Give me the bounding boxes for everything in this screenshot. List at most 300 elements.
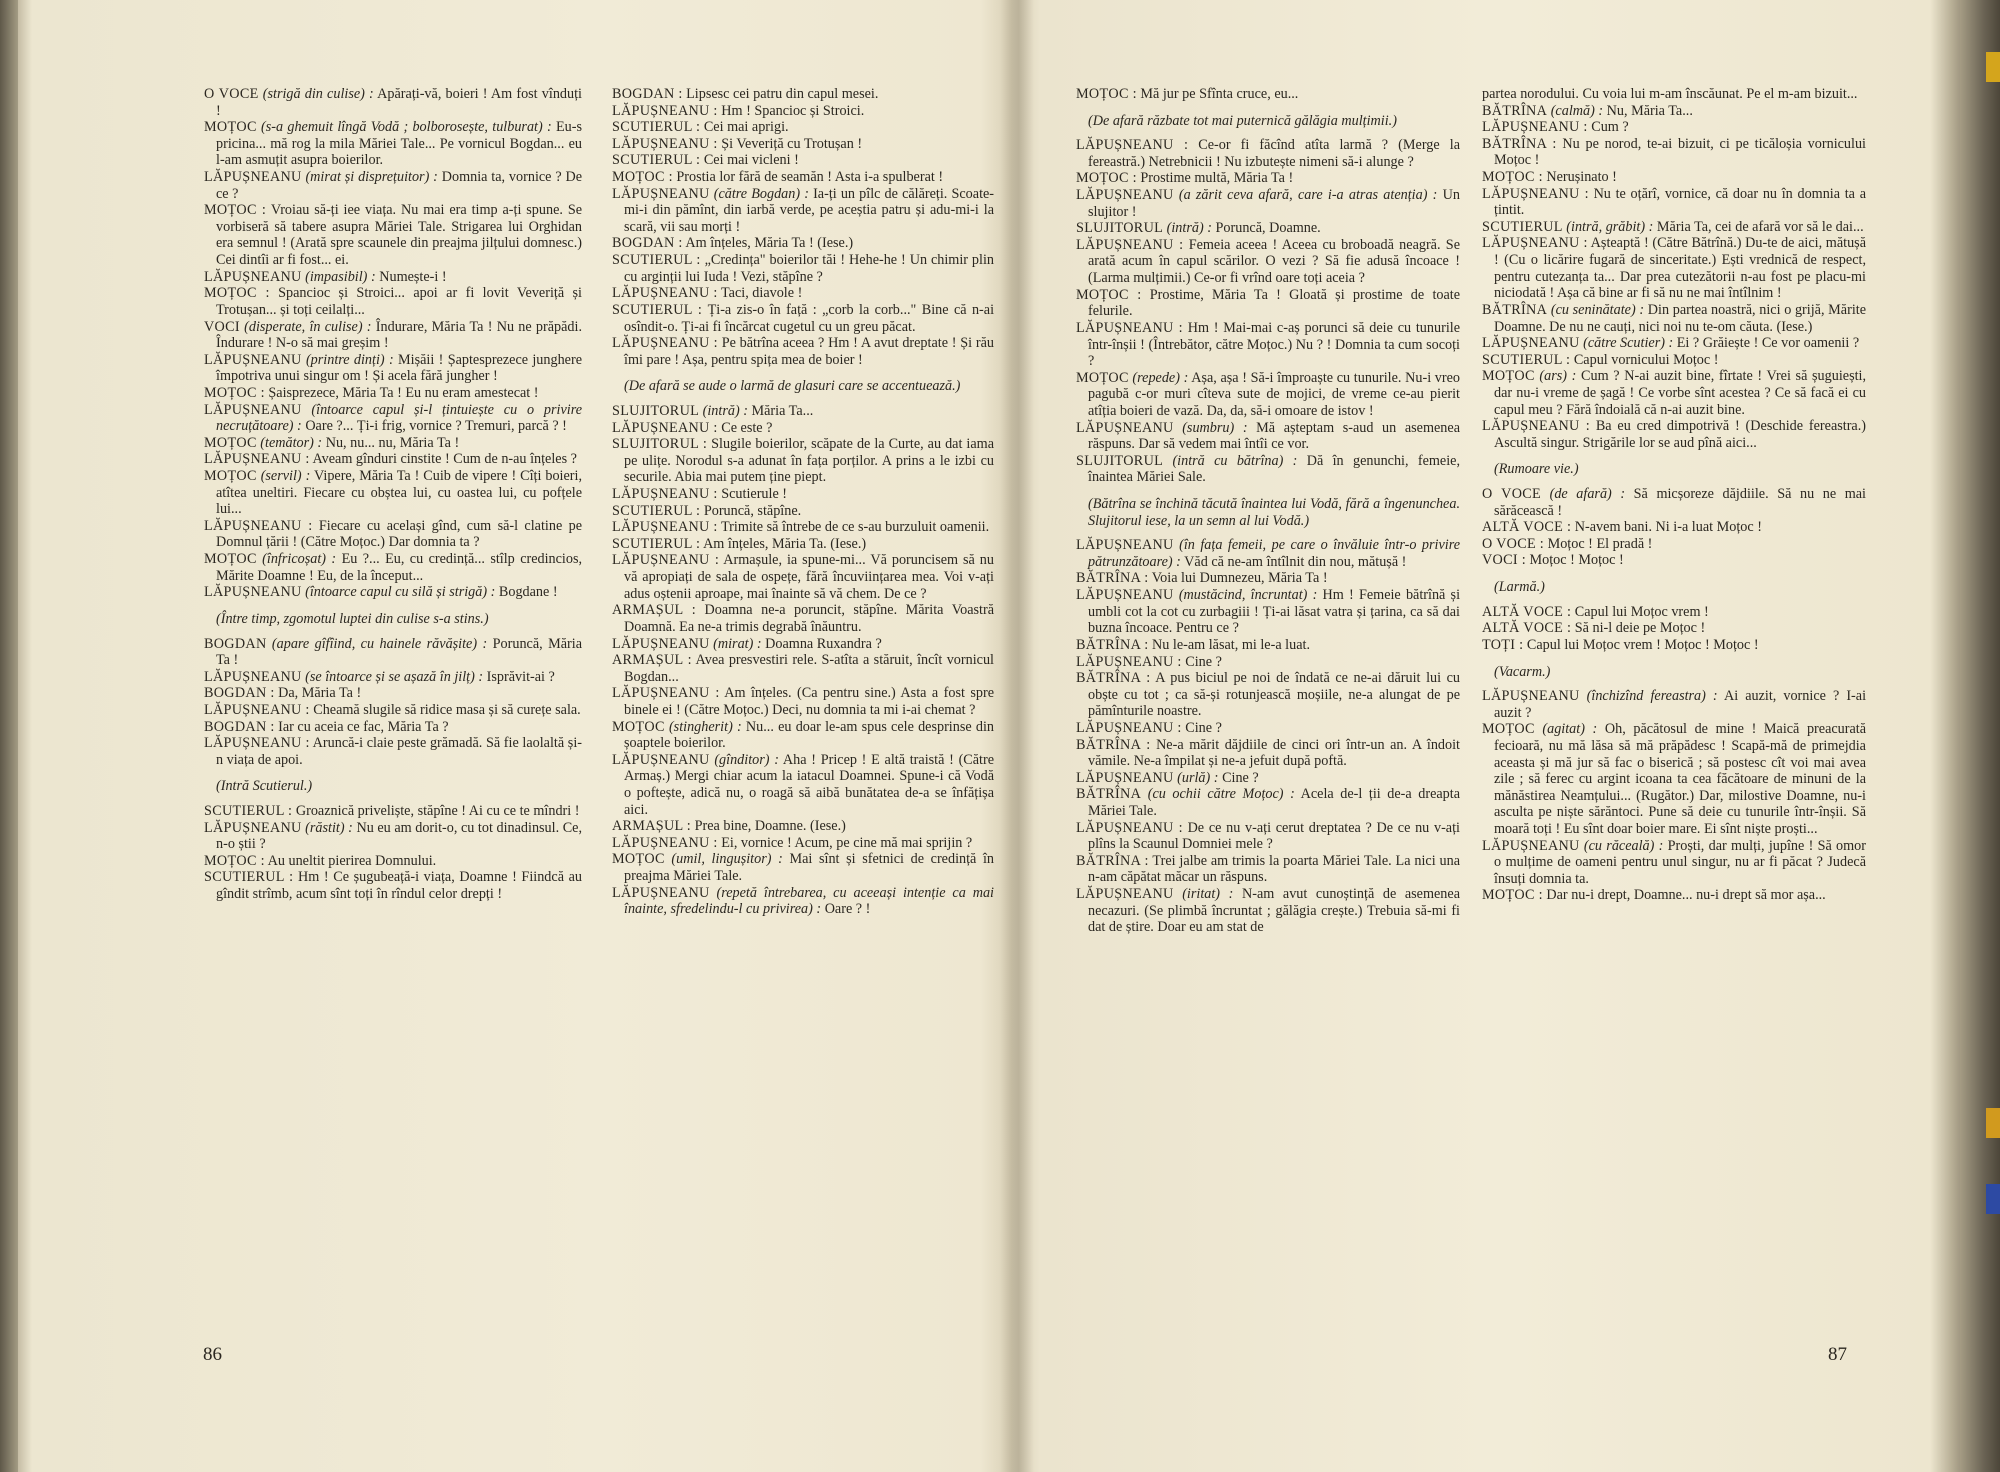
dialogue-line [612, 636, 994, 653]
dialogue-line [1482, 219, 1866, 236]
line-text: N-avem bani. Ni i-a luat Moțoc ! [1574, 519, 1762, 536]
stage-direction: (Vacarm.) [1494, 663, 1551, 680]
speaker-name: SLUJITORUL [612, 402, 700, 419]
speaker-name: LĂPUȘNEANU : [204, 517, 313, 534]
speaker-name: SCUTIERUL : [204, 869, 294, 886]
stage-note: (servil) : [260, 468, 311, 485]
dialogue-line [612, 752, 994, 818]
dialogue-line [204, 451, 582, 468]
dialogue-line [1076, 853, 1460, 886]
line-text: Nu, nu... nu, Măria Ta ! [325, 434, 460, 451]
stage-note: (urlă) : [1177, 769, 1219, 786]
speaker-name: LĂPUȘNEANU [204, 668, 302, 685]
dialogue-line [204, 803, 582, 820]
stage-note: (către Scutier) : [1583, 335, 1674, 352]
dialogue-line [612, 235, 994, 252]
line-text: Ei ? Grăiește ! Ce vor oamenii ? [1676, 335, 1860, 352]
line-text: Mă așteptam s-aud un asemenea răspuns. Dar să vedem mai întîi ce vor. [1088, 419, 1460, 453]
line-text: Ce este ? [721, 419, 773, 436]
dialogue-line [1076, 886, 1460, 936]
line-text: Moțoc ! Moțoc ! [1529, 552, 1624, 569]
line-text: Oare ?... Ți-i frig, vornice ? Tremuri, parcă ? ! [305, 418, 567, 435]
dialogue-line [612, 486, 994, 503]
line-text: Doamna ne-a poruncit, stăpîne. Mărita Voastră Doamnă. Ea ne-a trimis degrabă înăuntru. [624, 602, 994, 635]
dialogue-line [612, 503, 994, 520]
stage-note: (cu seninătate) : [1550, 301, 1645, 318]
speaker-name: BĂTRÎNA [1482, 102, 1548, 119]
speaker-name: LĂPUȘNEANU [204, 351, 302, 368]
line-text: Poruncă, stăpîne. [703, 502, 802, 519]
stage-note: (gînditor) : [714, 751, 779, 768]
dialogue-line [1076, 320, 1460, 370]
speaker-name: LĂPUȘNEANU [1482, 837, 1580, 854]
line-text: Și Veveriță cu Trotușan ! [721, 135, 863, 152]
line-text: Aha ! Pricep ! E altă traistă ! (Către Armaș.) Mergi chiar acum la iatacul Doamnei. Spune-i că Vodă o poftește, adică nu, o roagă să aibă bunătatea de-a se înfățișa aici. [624, 751, 994, 818]
line-text: Armașule, ia spune-mi... Vă poruncisem să nu vă apropiați de sala de ospețe, fără încuviințarea mea. Voi v-ați adus oștenii aproape, mai înainte să vă chem. De ce ? [624, 552, 994, 602]
right-page-edge [1960, 0, 2000, 1472]
speaker-name: LĂPUȘNEANU : [1076, 819, 1183, 836]
speaker-name: SCUTIERUL : [612, 301, 703, 318]
line-text: Un slujitor ! [1088, 187, 1460, 220]
line-text: Am înțeles. (Ca pentru sine.) Asta a fost spre binele ei ! (Către Moțoc.) Deci, nu domnia ta mi i-ai chemat ? [624, 685, 994, 718]
right-page-column-2 [1482, 86, 1866, 1386]
line-text: Ce-or fi făcînd atîta larmă ? (Merge la fereastră.) Netrebnicii ! Nu izbutește nimeni să-i alunge ? [1088, 137, 1460, 170]
line-text: Cine ? [1185, 719, 1222, 736]
speaker-name: LĂPUȘNEANU [1076, 419, 1174, 436]
speaker-name: BĂTRÎNA [1076, 786, 1142, 803]
stage-note: (întoarce capul și-l țintuiește cu o privire necruțătoare) : [216, 401, 582, 435]
speaker-name: TOȚI : [1482, 636, 1524, 653]
speaker-name: SLUJITORUL [1076, 220, 1164, 237]
dialogue-line [612, 335, 994, 368]
speaker-name: LĂPUȘNEANU [1076, 886, 1174, 903]
line-text: Prostime multă, Măria Ta ! [1140, 170, 1294, 187]
line-text: Ba eu cred dimpotrivă ! (Deschide fereastra.) Ascultă singur. Strigările lor se aud pînă aici... [1494, 418, 1866, 451]
line-text: Eu-s pricina... mă rog la mila Măriei Tale... Pe vornicul Bogdan... eu l-am asmuțit asupra boierilor. [216, 119, 582, 169]
line-text: Proști, dar mulți, jupîne ! Să omor o mulțime de oameni pentru unul singur, nu ar fi păcat ? Judecă însuți domnia ta. [1494, 837, 1866, 887]
line-text: Cine ? [1222, 769, 1259, 786]
right-page-column-1 [1076, 86, 1460, 1386]
speaker-name: MOȚOC : [204, 384, 265, 401]
dialogue-line [612, 169, 994, 186]
speaker-name: BOGDAN : [612, 235, 683, 252]
dialogue-line [204, 719, 582, 736]
dialogue-line [204, 735, 582, 768]
dialogue-line [612, 552, 994, 602]
line-text: Din partea noastră, nici o grijă, Mărite Doamne. De nu ne cauți, nici noi nu te-om căuta. (Iese.) [1494, 301, 1866, 335]
dialogue-line [1482, 552, 1866, 569]
page-number-left: 86 [203, 1344, 222, 1365]
stage-note: (repede) : [1132, 369, 1189, 386]
line-text: Hm ! Femeie bătrînă și umbli cot la cot cu zurbagiii ! Ți-ai lăsat vatra și țarina, ca să dai buzna încoace. Pentru ce ? [1088, 587, 1460, 637]
speaker-name: LĂPUȘNEANU : [612, 102, 718, 119]
dialogue-line [204, 202, 582, 268]
dialogue-line [1482, 235, 1866, 301]
speaker-name: LĂPUȘNEANU : [612, 419, 718, 436]
line-text: Așteaptă ! (Către Bătrînă.) Du-te de aici, mătușă ! (Cu o licărire fugară de sinceritate.) Ești vrednică de respect, pentru cutezanța ta... Dar prea cutezătorii n-au fost pe placu-mi niciodată ! Așa că bine ar fi să nu ne mai întîlnim ! [1494, 235, 1866, 302]
dialogue-line [204, 702, 582, 719]
dialogue-line [1076, 220, 1460, 237]
dialogue-line [204, 468, 582, 518]
stage-direction: (Rumoare vie.) [1494, 461, 1579, 478]
line-text: Prostia lor fără de seamăn ! Asta i-a spulberat ! [676, 169, 944, 186]
dialogue-line [1076, 820, 1460, 853]
line-text: Ia-ți un pîlc de călăreți. Scoate-mi-i din pămînt, din iarbă verde, pe aceștia patru și adu-mi-i la scară, vii sau morți ! [624, 185, 994, 235]
dialogue-line [1482, 519, 1866, 536]
line-text: Măria Ta, cei de afară vor să le dai... [1656, 218, 1864, 235]
dialogue-line [1076, 170, 1460, 187]
line-text: Capul lui Moțoc vrem ! Moțoc ! Moțoc ! [1526, 636, 1759, 653]
line-text: Cine ? [1185, 653, 1222, 670]
dialogue-line [1076, 287, 1460, 320]
stage-note: (se întoarce și se așază în jilț) : [305, 668, 484, 685]
line-text: Acela de-l ții de-a dreapta Măriei Tale. [1088, 786, 1460, 819]
stage-note: (calmă) : [1550, 102, 1604, 119]
line-text: Oare ? ! [824, 901, 871, 918]
line-text: Să ni-l deie pe Moțoc ! [1574, 620, 1706, 637]
stage-direction: (De afară răzbate tot mai puternică gălăgia mulțimii.) [1088, 112, 1397, 129]
dialogue-line [1482, 368, 1866, 418]
speaker-name: LĂPUȘNEANU [612, 751, 710, 768]
stage-note: (intră) : [702, 402, 748, 419]
dialogue-line [612, 86, 994, 103]
dialogue-line [1076, 86, 1460, 103]
stage-note: (sumbru) : [1182, 419, 1248, 436]
dialogue-line [204, 86, 582, 119]
line-text: Trimite să întrebe de ce s-au burzuluit oamenii. [720, 519, 990, 536]
line-text: Voia lui Dumnezeu, Măria Ta ! [1151, 570, 1328, 587]
speaker-name: MOȚOC [204, 434, 257, 451]
speaker-name: BĂTRÎNA : [1076, 852, 1149, 869]
dialogue-line [1076, 587, 1460, 637]
stage-note: (intră, grăbit) : [1566, 218, 1654, 235]
stage-note: (strigă din culise) : [262, 86, 374, 102]
dialogue-line [204, 636, 582, 669]
stage-note: (răstit) : [305, 819, 353, 836]
speaker-name: LĂPUȘNEANU [204, 401, 302, 418]
stage-note: (intră cu bătrîna) : [1172, 452, 1298, 469]
line-text: Nu pe norod, te-ai bizuit, ci pe ticăloșia vornicului Moțoc ! [1494, 135, 1866, 169]
dialogue-line [204, 435, 582, 452]
stage-direction: (Între timp, zgomotul luptei din culise s-a stins.) [216, 610, 489, 627]
line-text: Ți-a zis-o în față : „corb la corb..." Bine că n-ai osîndit-o. Ți-ai fi încărcat cugetul cu un greu păcat. [624, 301, 994, 335]
book-gutter [1000, 0, 1034, 1472]
line-text: Am înțeles, Măria Ta. (Iese.) [703, 535, 867, 552]
speaker-name: LĂPUȘNEANU [1482, 688, 1580, 705]
line-text: Hm ! Ce șugubeață-i viața, Doamne ! Fiindcă au gîndit strîmb, acum sînt toți în rîndul celor drepți ! [216, 869, 582, 903]
dialogue-line [612, 436, 994, 486]
dialogue-line [204, 269, 582, 286]
dialogue-line [204, 402, 582, 435]
speaker-name: BOGDAN [204, 635, 267, 652]
speaker-name: LĂPUȘNEANU [1076, 769, 1174, 786]
line-text: Hm ! Mai-mai c-aș porunci să deie cu tunurile într-înșii ! (Întrebător, către Moțoc.) Nu ? ! Domnia ta cum socoți ? [1088, 319, 1460, 370]
line-text: Nerușinato ! [1546, 169, 1617, 186]
line-text: Bogdane ! [498, 584, 558, 601]
speaker-name: ALTĂ VOCE : [1482, 620, 1572, 637]
dialogue-line [612, 152, 994, 169]
line-text: Ei, vornice ! Acum, pe cine mă mai sprijin ? [721, 834, 973, 851]
dialogue-line [1076, 137, 1460, 170]
speaker-name: ARMAȘUL : [612, 602, 697, 619]
stage-note: (mustăcind, încruntat) : [1178, 587, 1318, 604]
speaker-name: LĂPUȘNEANU : [1482, 235, 1588, 252]
dialogue-line [1076, 770, 1460, 787]
speaker-name: ARMAȘUL : [612, 818, 692, 835]
line-text: Domnia ta, vornice ? De ce ? [216, 169, 582, 202]
dialogue-line [612, 252, 994, 285]
stage-note: (agitat) : [1542, 721, 1598, 738]
speaker-name: LĂPUȘNEANU [204, 169, 302, 186]
speaker-name: MOȚOC [1482, 368, 1535, 385]
speaker-name: BĂTRÎNA [1482, 301, 1548, 318]
line-text: Așa, așa ! Să-i împroaște cu tunurile. Nu-i vreo pagubă c-or muri cîteva sute de mojici, de vreme ce-au pierit atîția boieri de vază. Da, da, să-i omoare de istov ! [1088, 369, 1460, 419]
speaker-name: BOGDAN : [612, 86, 683, 102]
speaker-name: LĂPUȘNEANU : [612, 486, 718, 503]
speaker-name: LĂPUȘNEANU : [1076, 653, 1182, 670]
dialogue-line [612, 536, 994, 553]
color-tab-top [1986, 52, 2000, 82]
dialogue-line [1482, 721, 1866, 837]
dialogue-line [1482, 86, 1866, 103]
speaker-name: MOȚOC : [1482, 169, 1543, 186]
color-tab-mid [1986, 1108, 2000, 1138]
line-text: Groaznică priveliște, stăpîne ! Ai cu ce te mîndri ! [295, 802, 580, 819]
dialogue-line [612, 719, 994, 752]
stage-note: (înfricoșat) : [262, 551, 337, 568]
speaker-name: O VOCE [204, 86, 259, 102]
line-text: Da, Măria Ta ! [278, 685, 362, 702]
dialogue-line [612, 835, 994, 852]
speaker-name: LĂPUȘNEANU : [612, 135, 718, 152]
speaker-name: LĂPUȘNEANU [204, 584, 302, 601]
stage-note: (repetă întrebarea, cu aceeași intenție ca mai înainte, sfredelindu-l cu privirea) : [624, 884, 994, 918]
speaker-name: LĂPUȘNEANU : [1076, 236, 1184, 253]
speaker-name: LĂPUȘNEANU : [1482, 185, 1589, 202]
dialogue-line [1076, 453, 1460, 486]
speaker-name: SCUTIERUL : [612, 152, 701, 169]
line-text: Dar nu-i drept, Doamne... nu-i drept să mor așa... [1546, 887, 1826, 904]
stage-note: (mirat) : [713, 635, 762, 652]
stage-note: (întoarce capul cu silă și strigă) : [305, 584, 496, 601]
line-text: Cheamă slugile să ridice masa și să curețe sala. [313, 701, 581, 718]
dialogue-line [612, 302, 994, 335]
speaker-name: LĂPUȘNEANU : [1482, 119, 1588, 136]
line-text: Fiecare cu același gînd, cum să-l clatine pe Domnul țării ! (Către Moțoc.) Dar domnia ta ? [216, 517, 582, 551]
speaker-name: ALTĂ VOCE : [1482, 519, 1572, 536]
line-text: Am înțeles, Măria Ta ! (Iese.) [685, 235, 854, 252]
speaker-name: LĂPUȘNEANU : [1482, 418, 1590, 435]
line-text: A pus biciul pe noi de îndată ce ne-ai dăruit lui cu obște cu tot ; ca să-și rotunjească moșiile, ne-a alungat de pe pămînturile noastre. [1088, 670, 1460, 720]
dialogue-line [204, 319, 582, 352]
line-text: Scutierule ! [721, 486, 788, 503]
stage-note: (în fața femeii, pe care o învăluie într-o privire pătrunzătoare) : [1088, 537, 1460, 570]
line-text: Nu... eu doar le-am spus cele desprinse din șoaptele boierilor. [624, 718, 994, 752]
dialogue-line [204, 584, 582, 601]
speaker-name: MOȚOC [1076, 369, 1129, 386]
dialogue-line [612, 519, 994, 536]
stage-note: (impasibil) : [305, 268, 376, 285]
line-text: Prostime, Măria Ta ! Gloată și prostime de toate felurile. [1088, 286, 1460, 320]
line-text: Văd că ne-am întîlnit din nou, mătușă ! [1184, 553, 1407, 570]
line-text: Cei mai aprigi. [703, 119, 789, 136]
speaker-name: MOȚOC [1482, 721, 1535, 738]
left-page-column-2 [612, 86, 994, 1386]
dialogue-line [1076, 570, 1460, 587]
line-text: „Credința" boierilor tăi ! Hehe-he ! Un chimir plin cu arginții lui Iuda ! Vezi, stăpîne ? [624, 252, 994, 285]
dialogue-line [1482, 637, 1866, 654]
stage-direction: (Bătrîna se închină tăcută înaintea lui Vodă, fără a îngenunchea. Slujitorul iese, la un semn al lui Vodă.) [1088, 496, 1460, 529]
left-page-column-1 [204, 86, 582, 1386]
line-text: N-am avut cunoștință de asemenea necazuri. (Se plimbă încruntat ; gălăgia crește.) Trebuia să-mi fi dat de știre. Doar eu am stat de [1088, 886, 1460, 936]
speaker-name: SCUTIERUL : [204, 802, 293, 819]
speaker-name: BĂTRÎNA : [1076, 736, 1151, 753]
stage-note: (cu răceală) : [1583, 837, 1664, 854]
speaker-name: LĂPUȘNEANU [204, 268, 302, 285]
dialogue-line [1076, 720, 1460, 737]
speaker-name: LĂPUȘNEANU : [204, 451, 310, 468]
speaker-name: VOCI [204, 318, 240, 335]
speaker-name: MOȚOC : [204, 852, 265, 869]
speaker-name: BOGDAN : [204, 718, 275, 735]
dialogue-line [1076, 420, 1460, 453]
speaker-name: LĂPUȘNEANU [612, 884, 710, 901]
dialogue-line [1482, 352, 1866, 369]
dialogue-line [204, 285, 582, 318]
line-text: Capul vornicului Moțoc ! [1573, 351, 1719, 368]
speaker-name: LĂPUȘNEANU [1482, 335, 1580, 352]
speaker-name: LĂPUȘNEANU : [1076, 137, 1189, 154]
color-tab-blue [1986, 1184, 2000, 1214]
stage-note: (stingherit) : [668, 718, 742, 735]
speaker-name: O VOCE : [1482, 535, 1545, 552]
dialogue-line [1482, 620, 1866, 637]
dialogue-line [612, 119, 994, 136]
dialogue-line [204, 169, 582, 202]
speaker-name: MOȚOC [612, 718, 665, 735]
stage-note: (disperate, în culise) : [244, 318, 372, 335]
line-text: Moțoc ! El pradă ! [1547, 535, 1653, 552]
line-text: Să micșoreze dăjdiile. Să nu ne mai sărăcească ! [1494, 486, 1866, 519]
dialogue-line [1076, 187, 1460, 220]
speaker-name: LĂPUȘNEANU : [612, 552, 720, 569]
line-text: Cum ? N-ai auzit bine, fîrtate ! Vrei să șuguiești, dar nu-i vreme de șagă ! Ce vorbe sînt acestea ? Ce să facă ei cu capul meu ? Fără îndoială că n-ai auzit bine. [1494, 368, 1866, 418]
dialogue-line [204, 869, 582, 902]
dialogue-line [1482, 838, 1866, 888]
dialogue-line [1482, 688, 1866, 721]
dialogue-line [204, 518, 582, 551]
speaker-name: ALTĂ VOCE : [1482, 603, 1572, 620]
speaker-name: MOȚOC : [1076, 286, 1142, 303]
speaker-name: LĂPUȘNEANU [1076, 187, 1174, 204]
speaker-name: MOȚOC : [1076, 86, 1137, 102]
dialogue-line [1482, 604, 1866, 621]
dialogue-line [1482, 418, 1866, 451]
line-text: Doamna Ruxandra ? [765, 635, 882, 652]
dialogue-line [612, 403, 994, 420]
dialogue-line [204, 820, 582, 853]
speaker-name: LĂPUȘNEANU [612, 185, 710, 202]
dialogue-line [1482, 136, 1866, 169]
line-text: Iar cu aceia ce fac, Măria Ta ? [278, 718, 449, 735]
line-text: Spancioc și Stroici... apoi ar fi lovit Veveriță și Trotușan... și toți ceilalți... [216, 285, 582, 318]
speaker-name: MOȚOC : [612, 169, 673, 186]
speaker-name: LĂPUȘNEANU : [612, 285, 718, 302]
line-text: Nu te oțărî, vornice, că doar nu în domnia ta a țintit. [1494, 185, 1866, 219]
speaker-name: SCUTIERUL : [612, 502, 701, 519]
line-text: Nu eu am dorit-o, cu tot dinadinsul. Ce, n-o știi ? [216, 819, 582, 853]
stage-note: (printre dinți) : [305, 351, 394, 368]
dialogue-line [1482, 536, 1866, 553]
line-text: Aruncă-i claie peste grămadă. Să fie laolaltă și-n viața de apoi. [216, 735, 582, 768]
speaker-name: MOȚOC [204, 551, 257, 568]
line-text: Au uneltit pierirea Domnului. [267, 852, 437, 869]
line-text: Oh, păcătosul de mine ! Maică preacurată fecioară, nu mă lăsa să mă prăpădesc ! Scapă-mă de primejdia aceasta și mă jur să fac o biserică ; să postesc cît voi mai avea zile ; să ferec cu argint icoana ta cea făcătoare de minuni de la mănăstirea Neamțului... (Rugător.) Dar, milostive Doamne, nu-i asculta pe niște sărăntoci. Pune să deie cu tunurile într-înșii. Să moară toți ! Eu sînt doar boier mare. Ei sînt niște proști... [1494, 721, 1866, 837]
stage-direction: (Larmă.) [1494, 579, 1545, 596]
line-text: Îndurare, Măria Ta ! Nu ne prăpădi. Îndurare ! N-o să mai greșim ! [216, 318, 582, 352]
stage-note: (închizînd fereastra) : [1586, 688, 1718, 705]
line-text: Hm ! Spancioc și Stroici. [721, 102, 865, 119]
speaker-name: LĂPUȘNEANU : [612, 834, 718, 851]
dialogue-line [612, 136, 994, 153]
stage-note: (s-a ghemuit lîngă Vodă ; bolborosește, tulburat) : [261, 119, 552, 136]
speaker-name: SCUTIERUL : [612, 252, 701, 269]
speaker-name: SLUJITORUL [1076, 452, 1164, 469]
line-text: Nu le-am lăsat, mi le-a luat. [1152, 636, 1310, 653]
dialogue-line [204, 669, 582, 686]
speaker-name: BĂTRÎNA : [1076, 670, 1151, 687]
line-text: Cei mai vicleni ! [703, 152, 799, 169]
line-text: Mai sînt și sfetnici de credință în preajma Măriei Tale. [624, 851, 994, 885]
line-text: Vroiau să-ți iee viața. Nu mai era timp a-ți spune. Se vorbiseră să tabere asupra Măriei Tale. Strigarea lui Orghidan era semnul ! (Arată spre scaunele din preajma jilțului domnesc.) Cei dintîi ar fi fost... ei. [216, 202, 582, 269]
line-text: Femeia aceea ! Aceea cu broboadă neagră. Se arată acum în capul scărilor. O vezi ? Să fie adusă încoace ! (Larma mulțimii.) Ce-or fi vrînd oare toți aceia ? [1088, 236, 1460, 287]
speaker-name: SCUTIERUL : [612, 119, 701, 136]
dialogue-line [1076, 670, 1460, 720]
speaker-name: LĂPUȘNEANU : [612, 519, 718, 536]
speaker-name: BĂTRÎNA : [1482, 135, 1557, 152]
dialogue-line [1482, 103, 1866, 120]
speaker-name: SLUJITORUL : [612, 436, 708, 453]
dialogue-line [612, 652, 994, 685]
dialogue-line [612, 818, 994, 835]
speaker-name: MOȚOC : [204, 202, 267, 219]
speaker-name: VOCI : [1482, 552, 1526, 569]
line-text: Dă în genunchi, femeie, înaintea Măriei Sale. [1088, 452, 1460, 486]
line-text: Numește-i ! [379, 268, 447, 285]
stage-direction: (De afară se aude o larmă de glasuri care se accentuează.) [624, 378, 961, 395]
dialogue-line [204, 119, 582, 169]
speaker-name: MOȚOC : [1076, 170, 1137, 187]
speaker-name: MOȚOC : [1482, 887, 1543, 904]
speaker-name: LĂPUȘNEANU : [612, 685, 720, 702]
dialogue-line [1076, 654, 1460, 671]
stage-note: (umil, lingușitor) : [671, 851, 783, 868]
speaker-name: MOȚOC [204, 468, 257, 485]
speaker-name: BOGDAN : [204, 685, 275, 702]
stage-note: (temător) : [260, 434, 323, 451]
left-page-edge [0, 0, 18, 1472]
dialogue-line [1076, 637, 1460, 654]
stage-note: (mirat și disprețuitor) : [305, 169, 438, 186]
speaker-name: LĂPUȘNEANU : [204, 735, 310, 752]
line-text: Ne-a mărit dăjdiile de cinci ori într-un an. A îndoit vămile. Ne-a împilat și ne-a jefuit după poftă. [1088, 736, 1460, 770]
line-text: Vipere, Măria Ta ! Cuib de vipere ! Cîți boieri, atîtea uneltiri. Fiecare cu obștea lui, cu oastea lui, cu pofțele lui... [216, 468, 582, 518]
dialogue-line [1482, 887, 1866, 904]
stage-note: (a zărit ceva afară, care i-a atras atenția) : [1178, 187, 1438, 204]
dialogue-line [204, 551, 582, 584]
dialogue-line [612, 851, 994, 884]
speaker-name: SCUTIERUL : [612, 535, 701, 552]
